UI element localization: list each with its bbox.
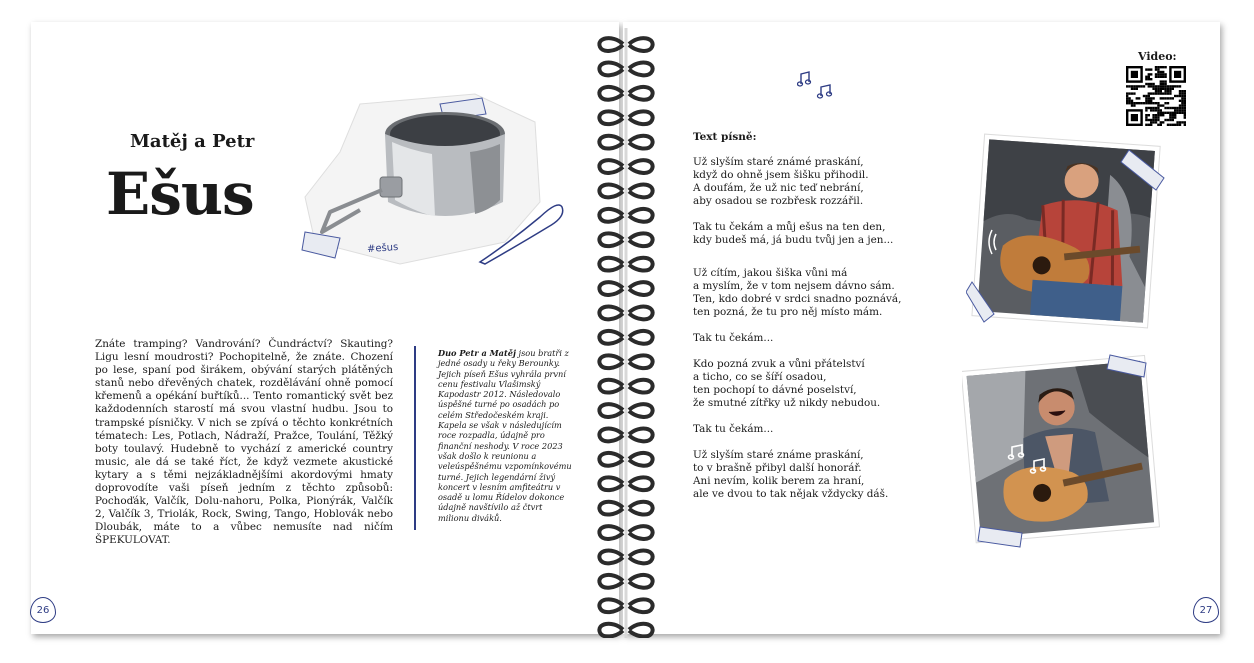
band-name: Duo Petr a Matěj bbox=[438, 348, 516, 358]
lyrics-stanza: Tak tu čekám a můj ešus na ten den, kdy budeš má, já budu tvůj jen a jen... bbox=[693, 221, 894, 246]
divider-line bbox=[414, 346, 416, 530]
song-author: Matěj a Petr bbox=[130, 131, 255, 152]
lyrics-heading: Text písně: bbox=[693, 131, 757, 143]
band-sidebar bbox=[438, 348, 574, 523]
hashtag-label: #ešus bbox=[366, 241, 399, 256]
lyrics-block bbox=[693, 156, 933, 514]
page-number-right: 27 bbox=[1193, 597, 1219, 623]
lyrics-stanza: Už cítím, jakou šiška vůni má a myslím, že v tom nejsem dávno sám. Ten, kdo dobré v srdci snadno poznává, ten pozná, že tu pro něj místo mám. bbox=[693, 267, 902, 318]
music-note-icon bbox=[797, 70, 837, 100]
pot-photo bbox=[300, 92, 570, 270]
lyrics-stanza: Už slyším staré známe praskání, to v brašně přibyl další honorář. Ani nevím, kolik berem za hraní, ale ve dvou to tak nějak vždycky dáš. bbox=[693, 449, 889, 500]
singer-photo-top bbox=[966, 132, 1166, 332]
qr-code-icon[interactable] bbox=[1126, 66, 1186, 126]
lyrics-stanza: Tak tu čekám... bbox=[693, 423, 774, 435]
band-bio: jsou bratři z jedné osady u řeky Berounky. Jejich píseň Ešus vyhrála první cenu festivalu Vlašimský Kapodastr 2012. Následovalo úspěšné turné po osadách po celém Středočeském kraji. Kapela se však v následujícím roce rozpadla, údajně pro finanční neshody. V roce 2023 však došlo k reunionu a veleúspěšnému vzpomínkovému turné. Jejich legendární živý koncert v lesním amfiteátru v osadě u lomu Řídelov dokonce údajně navštívilo až čtvrt milionu diváků. bbox=[438, 348, 572, 523]
intro-text: Znáte tramping? Vandrování? Čundráctví? Skauting? Ligu lesní moudrosti? Pochopitelně, že znáte. Chození po lese, spaní pod širákem, obývání starých plátěných stanů nebo dřevěných chatek, rozdělávání ohně pomocí křemenů a opékání buřtíků... Tento romantický svět bez každodenních starostí má svou vlastní hudbu. Jsou to trampské písničky. V nich se zpívá o těchto konkrétních tématech: Les, Potlach, Nádraží, Pražce, Toulání, Těžký boty toulavý. Hudebně to vychází z americké country music, ale dá se také říct, že když vezmete akustické kytary a s těmi nejzákladnějšími akordovými hmaty doprovodíte vaši píseň jedním z těchto způsobů: Pochoďák, Valčík, Dolu-nahoru, Polka, Pionýrák, Valčík 2, Valčík 3, Triolák, Rock, Swing, Tango, Hoblovák nebo Dloubák, máte to a vůbec nemusíte nad ničím ŠPEKULOVAT. bbox=[95, 338, 393, 547]
lyrics-stanza: Kdo pozná zvuk a vůni přátelství a ticho, co se šíří osadou, ten pochopí to dávné poselství, že smutné zítřky už nikdy nebudou. bbox=[693, 358, 881, 409]
page-number-left: 26 bbox=[30, 597, 56, 623]
singer-photo-bottom bbox=[962, 345, 1162, 550]
video-label: Video: bbox=[1138, 50, 1177, 63]
lyrics-stanza: Už slyším staré známé praskání, když do ohně jsem šišku přihodil. A doufám, že už nic teď nebrání, aby osadou se rozbřesk rozzářil. bbox=[693, 156, 869, 207]
lyrics-stanza: Tak tu čekám... bbox=[693, 332, 774, 344]
song-title: Ešus bbox=[106, 160, 254, 228]
spiral-binding bbox=[590, 28, 662, 638]
